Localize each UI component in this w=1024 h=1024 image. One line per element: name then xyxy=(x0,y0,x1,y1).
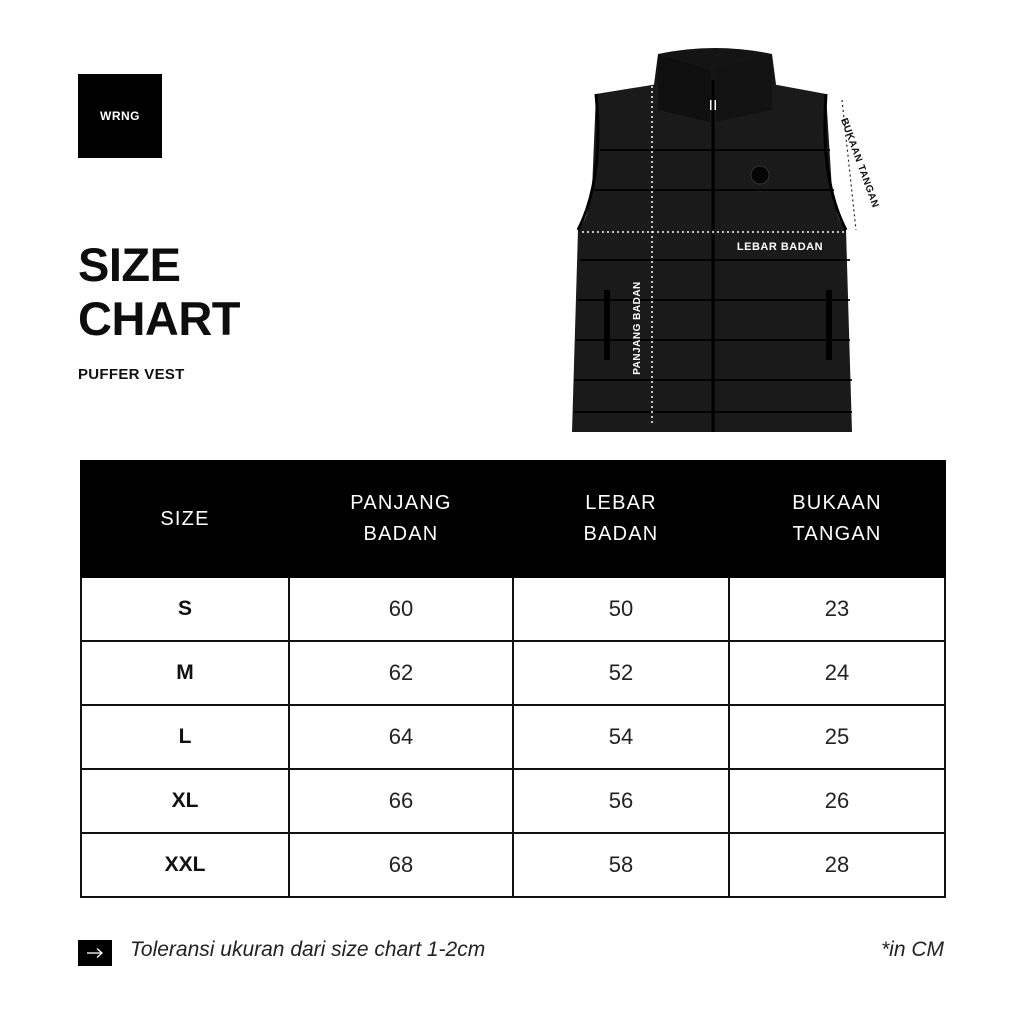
lebar-cell: 58 xyxy=(513,833,729,897)
panjang-cell: 62 xyxy=(289,641,513,705)
table-row xyxy=(81,833,945,897)
table-row xyxy=(81,641,945,705)
size-chart-table xyxy=(80,460,946,898)
header-panjang-badan: PANJANG BADAN xyxy=(289,461,513,577)
arrow-right-icon xyxy=(78,940,112,966)
lebar-cell: 56 xyxy=(513,769,729,833)
table-header-row xyxy=(81,461,945,577)
vest-diagram xyxy=(560,40,890,440)
bukaan-cell: 24 xyxy=(729,641,945,705)
size-cell: L xyxy=(81,705,289,769)
vest-image xyxy=(572,48,852,432)
lebar-cell: 54 xyxy=(513,705,729,769)
length-label: PANJANG BADAN xyxy=(632,281,643,375)
width-label: LEBAR BADAN xyxy=(736,241,824,253)
bukaan-cell: 25 xyxy=(729,705,945,769)
size-cell: XXL xyxy=(81,833,289,897)
product-name: PUFFER VEST xyxy=(78,366,185,383)
bukaan-cell: 26 xyxy=(729,769,945,833)
armhole-label: BUKAAN TANGAN xyxy=(837,116,881,210)
bukaan-cell: 28 xyxy=(729,833,945,897)
table-row xyxy=(81,705,945,769)
tolerance-note: Toleransi ukuran dari size chart 1-2cm xyxy=(130,938,486,961)
lebar-cell: 50 xyxy=(513,577,729,641)
panjang-cell: 68 xyxy=(289,833,513,897)
brand-logo xyxy=(78,74,162,158)
table-row xyxy=(81,577,945,641)
panjang-cell: 66 xyxy=(289,769,513,833)
size-cell: XL xyxy=(81,769,289,833)
header-bukaan-tangan: BUKAAN TANGAN xyxy=(729,461,945,577)
header-size: SIZE xyxy=(81,461,289,577)
size-cell: S xyxy=(81,577,289,641)
page-title-line1: SIZE xyxy=(78,238,181,291)
bukaan-cell: 23 xyxy=(729,577,945,641)
brand-logo-text: WRNG xyxy=(100,109,140,123)
page-title-line2: CHART xyxy=(78,292,240,345)
panjang-cell: 60 xyxy=(289,577,513,641)
unit-note: *in CM xyxy=(880,938,944,961)
page-title xyxy=(78,238,240,346)
table-row xyxy=(81,769,945,833)
panjang-cell: 64 xyxy=(289,705,513,769)
size-cell: M xyxy=(81,641,289,705)
lebar-cell: 52 xyxy=(513,641,729,705)
header-lebar-badan: LEBAR BADAN xyxy=(513,461,729,577)
